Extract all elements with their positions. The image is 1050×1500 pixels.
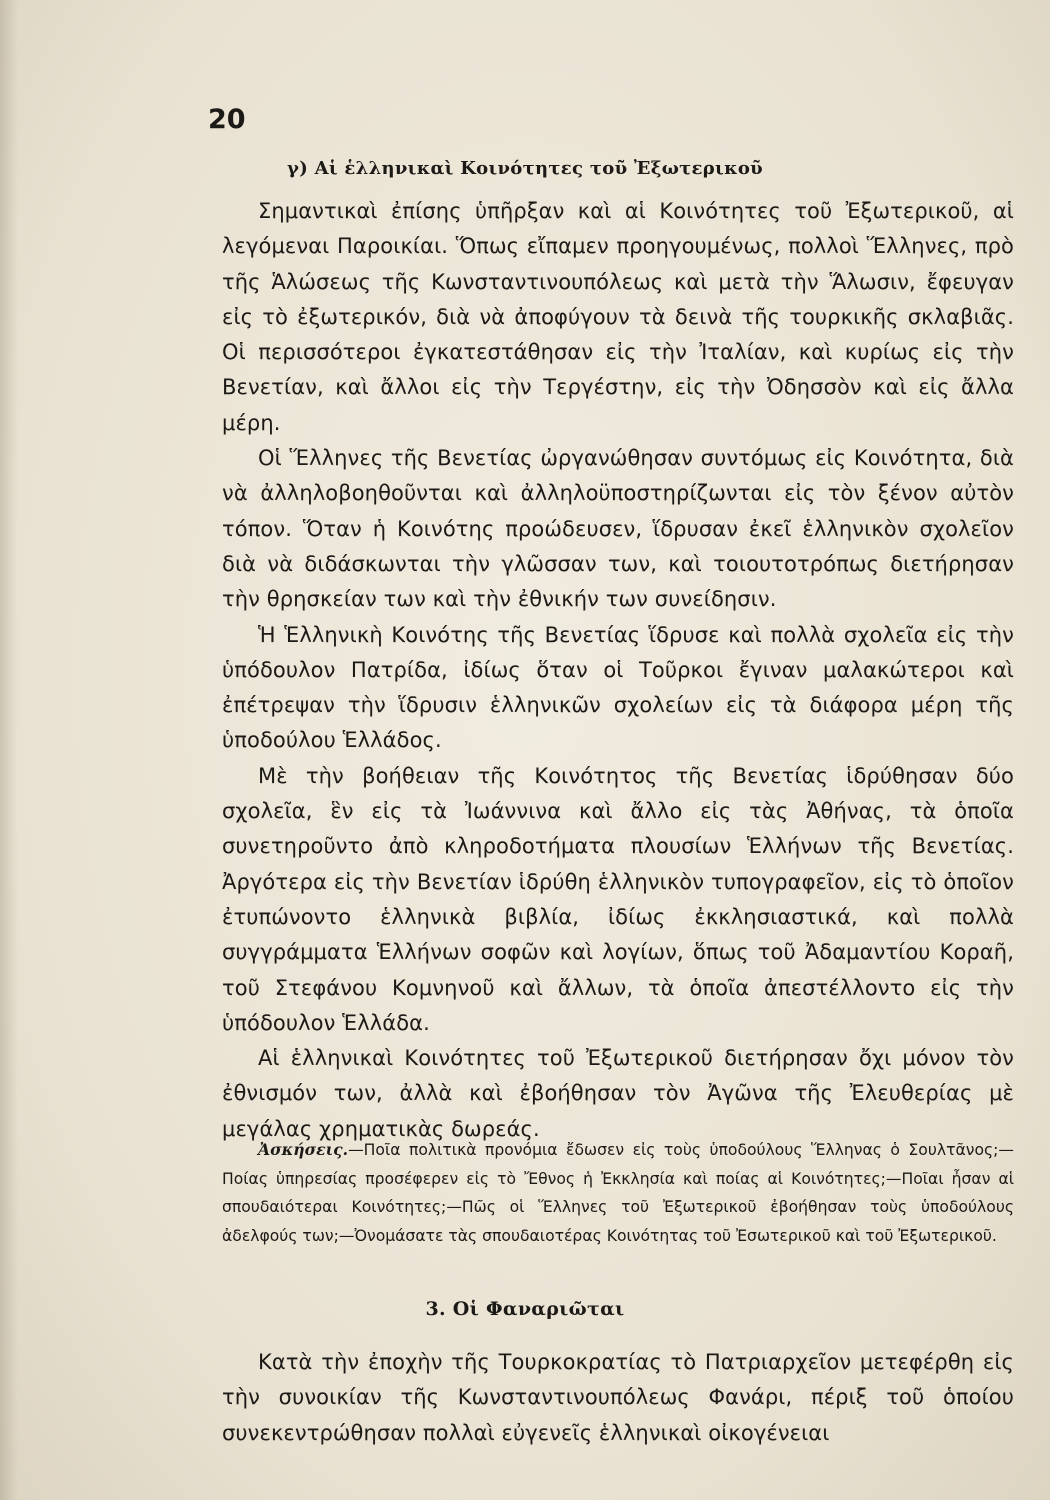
page-spine-shadow [0,0,18,1500]
section-heading-phanariots: 3. Οἱ Φαναριῶται [425,1298,625,1320]
paragraph: Σημαντικαὶ ἐπίσης ὑπῆρξαν καὶ αἱ Κοινότητες τοῦ Ἐξωτερικοῦ, αἱ λεγόμεναι Παροικίαι. Ὅπως εἴπαμεν προηγουμένως, πολλοὶ Ἕλληνες, πρὸ τῆς Ἁλώσεως τῆς Κωνσταντινουπόλεως καὶ μετὰ τὴν Ἅλωσιν, ἔφευγαν εἰς τὸ ἐξωτερικόν, διὰ νὰ ἀποφύγουν τὰ δεινὰ τῆς τουρκικῆς σκλαβιᾶς. Οἱ περισσότεροι ἐγκατεστάθησαν εἰς τὴν Ἰταλίαν, καὶ κυρίως εἰς τὴν Βενετίαν, καὶ ἄλλοι εἰς τὴν Τεργέστην, εἰς τὴν Ὀδησσὸν καὶ εἰς ἄλλα μέρη. [222,199,1014,435]
paragraph: Αἱ ἑλληνικαὶ Κοινότητες τοῦ Ἐξωτερικοῦ διετήρησαν ὄχι μόνον τὸν ἐθνισμόν των, ἀλλὰ καὶ ἐβοήθησαν τὸν Ἀγῶνα τῆς Ἐλευθερίας μὲ μεγάλας χρηματικὰς δωρεάς. [222,1046,1014,1141]
paragraph: Ἡ Ἑλληνικὴ Κοινότης τῆς Βενετίας ἵδρυσε καὶ πολλὰ σχολεῖα εἰς τὴν ὑπόδουλον Πατρίδα, ἰδίως ὅταν οἱ Τοῦρκοι ἔγιναν μαλακώτεροι καὶ ἐπέτρεψαν τὴν ἵδρυσιν ἑλληνικῶν σχολείων εἰς τὰ διάφορα μέρη τῆς ὑποδούλου Ἑλλάδος. [222,622,1014,753]
exercises-block [222,1136,1014,1250]
main-text [222,194,1014,1147]
paragraph: Οἱ Ἕλληνες τῆς Βενετίας ὠργανώθησαν συντόμως εἰς Κοινότητα, διὰ νὰ ἀλληλοβοηθοῦνται καὶ ἀλληλοϋποστηρίζωνται εἰς τὸν ξένον αὐτὸν τόπον. Ὅταν ἡ Κοινότης προώδευσεν, ἵδρυσαν ἐκεῖ ἑλληνικὸν σχολεῖον διὰ νὰ διδάσκωνται τὴν γλῶσσαν των, καὶ τοιουτοτρόπως διετήρησαν τὴν θρησκείαν των καὶ τὴν ἐθνικήν των συνείδησιν. [222,446,1014,612]
page-number: 20 [208,104,246,135]
section3-text [222,1345,1014,1451]
paragraph: Κατὰ τὴν ἐποχὴν τῆς Τουρκοκρατίας τὸ Πατριαρχεῖον μετεφέρθη εἰς τὴν συνοικίαν τῆς Κωνσταντινουπόλεως Φανάρι, πέριξ τοῦ ὁποίου συνεκεντρώθησαν πολλαὶ εὐγενεῖς ἑλληνικαὶ οἰκογένειαι [222,1350,1014,1445]
exercises-label: Ἀσκήσεις. [258,1140,349,1159]
paragraph: Μὲ τὴν βοήθειαν τῆς Κοινότητος τῆς Βενετίας ἱδρύθησαν δύο σχολεῖα, ἓν εἰς τὰ Ἰωάννινα καὶ ἄλλο εἰς τὰς Ἀθήνας, τὰ ὁποῖα συνετηροῦντο ἀπὸ κληροδοτήματα πλουσίων Ἑλλήνων τῆς Βενετίας. Ἀργότερα εἰς τὴν Βενετίαν ἱδρύθη ἑλληνικὸν τυπογραφεῖον, εἰς τὸ ὁποῖον ἐτυπώνοντο ἑλληνικὰ βιβλία, ἰδίως ἐκκλησιαστικά, καὶ πολλὰ συγγράμματα Ἑλλήνων σοφῶν καὶ λογίων, ὅπως τοῦ Ἀδαμαντίου Κοραῆ, τοῦ Στεφάνου Κομνηνοῦ καὶ ἄλλων, τὰ ὁποῖα ἀπεστέλλοντο εἰς τὴν ὑπόδουλον Ἑλλάδα. [222,763,1014,1035]
exercises-text: —Ποῖα πολιτικὰ προνόμια ἔδωσεν εἰς τοὺς ὑποδούλους Ἕλληνας ὁ Σουλτᾶνος;—Ποίας ὑπηρεσίας προσέφερεν εἰς τὸ Ἔθνος ἡ Ἐκκλησία καὶ ποίας αἱ Κοινότητες;—Ποῖαι ἦσαν αἱ σπουδαιότεραι Κοινότητες;—Πῶς οἱ Ἕλληνες τοῦ Ἐξωτερικοῦ ἐβοήθησαν τοὺς ὑποδούλους ἀδελφούς των;—Ὀνομάσατε τὰς σπουδαιοτέρας Κοινότητας τοῦ Ἐσωτερικοῦ καὶ τοῦ Ἐξωτερικοῦ. [222,1141,1014,1245]
section-heading-communities-abroad: γ) Αἱ ἑλληνικαὶ Κοινότητες τοῦ Ἐξωτερικοῦ [287,158,763,179]
